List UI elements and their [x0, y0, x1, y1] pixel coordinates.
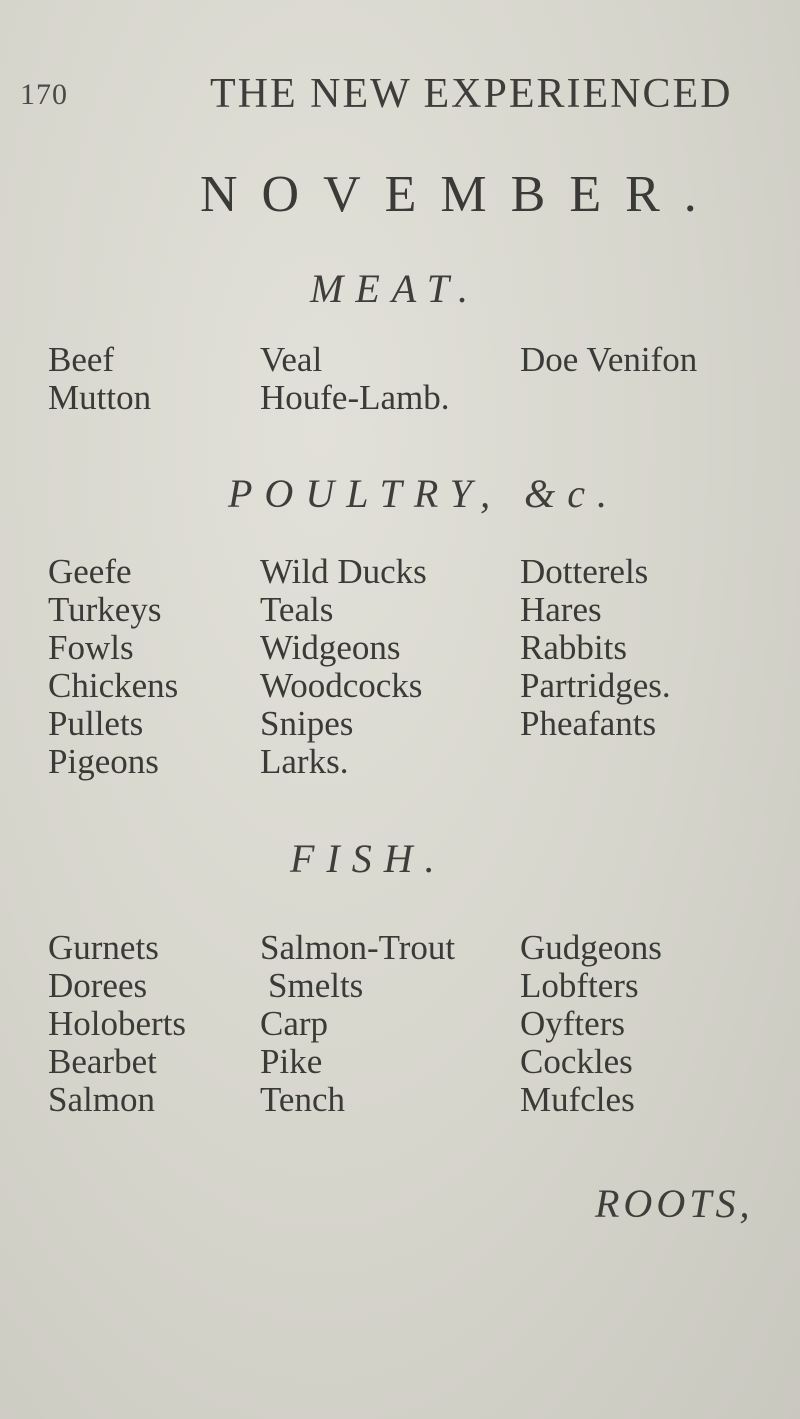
list-item: Partridges. [520, 666, 671, 705]
list-item: Teals [260, 590, 334, 629]
list-item: Mufcles [520, 1080, 635, 1119]
list-item: Larks. [260, 742, 349, 781]
list-item: Geefe [48, 552, 132, 591]
list-item: Fowls [48, 628, 134, 667]
list-item: Lobfters [520, 966, 639, 1005]
list-item: Doe Venifon [520, 340, 698, 379]
running-head: THE NEW EXPERIENCED [210, 71, 733, 117]
list-item: Woodcocks [260, 666, 423, 705]
list-item: Widgeons [260, 628, 401, 667]
list-item: Holoberts [48, 1004, 187, 1043]
list-item: Wild Ducks [260, 552, 427, 591]
list-item: Snipes [260, 704, 354, 743]
catchword: ROOTS, [595, 1181, 754, 1226]
list-item: Mutton [48, 378, 152, 417]
list-item: Pheafants [520, 704, 657, 743]
section-heading-fish: FISH. [290, 836, 447, 881]
list-item: Salmon [48, 1080, 155, 1119]
list-item: Veal [260, 340, 323, 379]
list-item: Tench [260, 1080, 346, 1119]
list-item: Carp [260, 1004, 329, 1043]
list-item: Pigeons [48, 742, 159, 781]
month-title: NOVEMBER. [200, 166, 721, 223]
list-item: Bearbet [48, 1042, 157, 1081]
list-item: Beef [48, 340, 115, 379]
list-item: Pike [260, 1042, 323, 1081]
list-item: Turkeys [48, 590, 162, 629]
list-item: Gurnets [48, 928, 159, 967]
list-item: Rabbits [520, 628, 627, 667]
list-item: Dotterels [520, 552, 649, 591]
section-heading-poultry: POULTRY, &c. [228, 471, 620, 516]
list-item: Gudgeons [520, 928, 662, 967]
list-item: Hares [520, 590, 602, 629]
list-item: Oyfters [520, 1004, 625, 1043]
list-item: Chickens [48, 666, 179, 705]
list-item: Dorees [48, 966, 148, 1005]
list-item: Cockles [520, 1042, 633, 1081]
section-heading-meat: MEAT. [310, 266, 480, 311]
list-item: Pullets [48, 704, 144, 743]
page-number: 170 [20, 78, 68, 111]
list-item: Salmon-Trout [260, 928, 456, 967]
list-item: Houfe-Lamb. [260, 378, 450, 417]
list-item: Smelts [268, 966, 364, 1005]
